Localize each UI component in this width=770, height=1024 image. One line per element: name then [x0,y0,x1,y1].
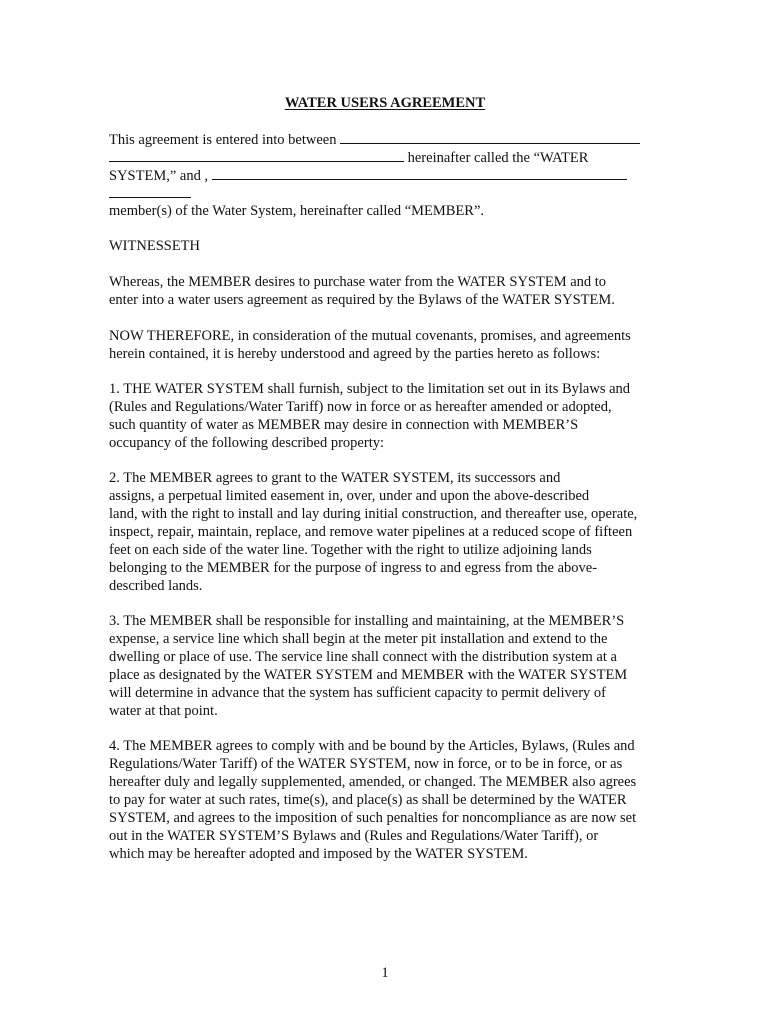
page-number: 1 [381,965,389,981]
intro-line-2 [109,148,588,167]
document-title: WATER USERS AGREEMENT [284,95,486,111]
section-4-line: 4. The MEMBER agrees to comply with and be bound by the Articles, Bylaws, (Rules and [109,738,635,754]
section-2-line: 2. The MEMBER agrees to grant to the WATER SYSTEM, its successors and [109,470,561,486]
section-3-line: place as designated by the WATER SYSTEM and MEMBER with the WATER SYSTEM [109,667,628,683]
section-2-line: inspect, repair, maintain, replace, and remove water pipelines at a reduced scope of fifteen [109,524,633,540]
section-3-line: water at that point. [109,703,218,719]
section-3-line: will determine in advance that the system has sufficient capacity to permit delivery of [109,685,607,701]
section-1-line: 1. THE WATER SYSTEM shall furnish, subject to the limitation set out in its Bylaws and [109,381,631,397]
intro-line-3 [109,166,627,185]
section-2-line: assigns, a perpetual limited easement in, over, under and upon the above-described [109,488,590,504]
intro-line-4 [109,184,191,203]
section-3-line: expense, a service line which shall begin at the meter pit installation and extend to the [109,631,608,647]
member-blank-1[interactable] [212,166,627,180]
intro-text-3: SYSTEM,” and , [109,168,212,184]
section-2-line: feet on each side of the water line. Together with the right to utilize adjoining lands [109,542,592,558]
section-4-line: to pay for water at such rates, time(s), and place(s) as shall be determined by the WATER [109,792,627,808]
section-4-line: hereafter duly and legally supplemented, amended, or changed. The MEMBER also agrees [109,774,637,790]
intro-text-2: hereinafter called the “WATER [404,150,589,166]
section-4-line: Regulations/Water Tariff) of the WATER SYSTEM, now in force, or to be in force, or as [109,756,623,772]
section-1-line: occupancy of the following described property: [109,435,385,451]
section-2-line: described lands. [109,578,203,594]
section-4-line: out in the WATER SYSTEM’S Bylaws and (Rules and Regulations/Water Tariff), or [109,828,599,844]
section-4-line: which may be hereafter adopted and imposed by the WATER SYSTEM. [109,846,528,862]
section-2-line: belonging to the MEMBER for the purpose of ingress to and egress from the above- [109,560,598,576]
intro-text-1: This agreement is entered into between [109,132,341,148]
now-therefore-line: herein contained, it is hereby understood and agreed by the parties hereto as follows: [109,346,601,362]
now-therefore-line: NOW THEREFORE, in consideration of the mutual covenants, promises, and agreements [109,328,631,344]
whereas-line: enter into a water users agreement as required by the Bylaws of the WATER SYSTEM. [109,292,615,308]
intro-line-1 [109,130,640,149]
member-blank-2[interactable] [109,184,191,198]
party-blank-2[interactable] [109,148,404,162]
party-blank-1[interactable] [340,130,640,144]
section-3-line: 3. The MEMBER shall be responsible for installing and maintaining, at the MEMBER’S [109,613,625,629]
section-2-line: land, with the right to install and lay during initial construction, and thereafter use, operate, [109,506,638,522]
intro-line-5: member(s) of the Water System, hereinafter called “MEMBER”. [109,203,485,219]
section-4-line: SYSTEM, and agrees to the imposition of such penalties for noncompliance as are now set [109,810,637,826]
whereas-line: Whereas, the MEMBER desires to purchase water from the WATER SYSTEM and to [109,274,607,290]
section-1-line: such quantity of water as MEMBER may desire in connection with MEMBER’S [109,417,579,433]
section-1-line: (Rules and Regulations/Water Tariff) now in force or as hereafter amended or adopted, [109,399,612,415]
section-3-line: dwelling or place of use. The service line shall connect with the distribution system at a [109,649,617,665]
witnesseth-heading: WITNESSETH [109,238,201,254]
